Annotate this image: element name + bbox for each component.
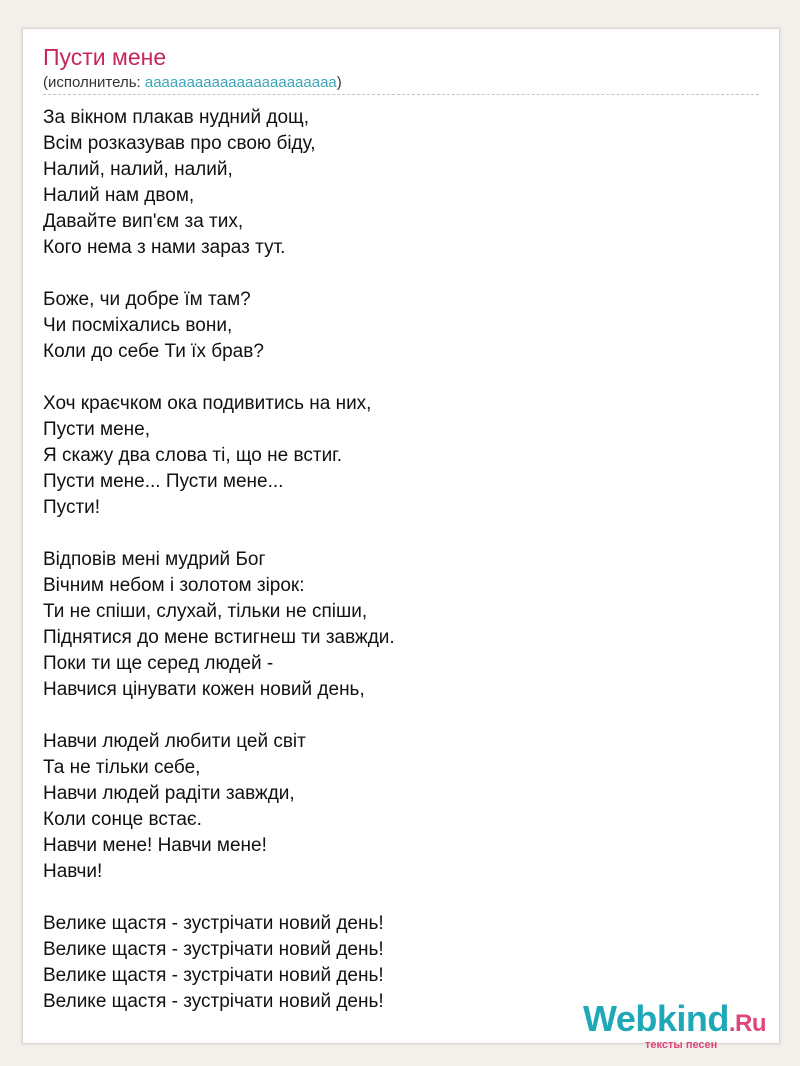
lyrics-line: Чи посміхались вони, xyxy=(43,315,233,336)
lyrics-line: Піднятися до мене встигнеш ти завжди. xyxy=(43,627,395,648)
lyrics-stanza xyxy=(43,287,743,365)
lyrics-line: Велике щастя - зустрічати новий день! xyxy=(43,913,384,934)
lyrics-line: Боже, чи добре їм там? xyxy=(43,289,251,310)
lyrics-text xyxy=(43,105,743,1041)
artist-link[interactable]: ааааааааааааааааааааааа xyxy=(144,74,337,91)
site-logo[interactable] xyxy=(583,999,783,1049)
lyrics-stanza xyxy=(43,547,743,703)
artist-line xyxy=(43,73,342,93)
lyrics-line: Хоч краєчком ока подивитись на них, xyxy=(43,393,372,414)
lyrics-line: Поки ти ще серед людей - xyxy=(43,653,274,674)
logo-wordmark xyxy=(583,999,766,1044)
lyrics-line: Кого нема з нами зараз тут. xyxy=(43,237,286,258)
lyrics-line: Пусти мене... Пусти мене... xyxy=(43,471,284,492)
lyrics-line: Та не тільки себе, xyxy=(43,757,201,778)
song-title: Пусти мене xyxy=(43,44,167,70)
logo-tagline: тексты песен xyxy=(645,1039,718,1051)
artist-prefix: (исполнитель: xyxy=(43,74,145,91)
lyrics-line: Ти не спіши, слухай, тільки не спіши, xyxy=(43,601,368,622)
lyrics-page xyxy=(22,28,780,1051)
lyrics-line: Вічним небом і золотом зірок: xyxy=(43,575,305,596)
artist-suffix: ) xyxy=(336,74,342,91)
lyrics-line: Всім розказував про свою біду, xyxy=(43,133,316,154)
lyrics-line: За вікном плакав нудний дощ, xyxy=(43,107,309,128)
lyrics-line: Налий нам двом, xyxy=(43,185,195,206)
lyrics-line: Навчи! xyxy=(43,861,103,882)
lyrics-stanza xyxy=(43,391,743,521)
lyrics-line: Давайте вип'єм за тих, xyxy=(43,211,244,232)
header-divider xyxy=(43,94,759,95)
logo-name: Webkind xyxy=(583,998,729,1039)
lyrics-line: Велике щастя - зустрічати новий день! xyxy=(43,939,384,960)
logo-suffix: .Ru xyxy=(728,1010,767,1037)
lyrics-stanza xyxy=(43,105,743,261)
lyrics-line: Велике щастя - зустрічати новий день! xyxy=(43,991,384,1012)
lyrics-line: Відповів мені мудрий Бог xyxy=(43,549,266,570)
lyrics-line: Коли до себе Ти їх брав? xyxy=(43,341,264,362)
lyrics-line: Пусти мене, xyxy=(43,419,151,440)
lyrics-line: Навчися цінувати кожен новий день, xyxy=(43,679,365,700)
lyrics-line: Пусти! xyxy=(43,497,101,518)
lyrics-line: Налий, налий, налий, xyxy=(43,159,233,180)
lyrics-stanza xyxy=(43,729,743,885)
lyrics-line: Навчи людей радіти завжди, xyxy=(43,783,295,804)
lyrics-line: Навчи людей любити цей світ xyxy=(43,731,306,752)
lyrics-line: Велике щастя - зустрічати новий день! xyxy=(43,965,384,986)
lyrics-line: Я скажу два слова ті, що не встиг. xyxy=(43,445,343,466)
lyrics-line: Коли сонце встає. xyxy=(43,809,202,830)
lyrics-line: Навчи мене! Навчи мене! xyxy=(43,835,267,856)
